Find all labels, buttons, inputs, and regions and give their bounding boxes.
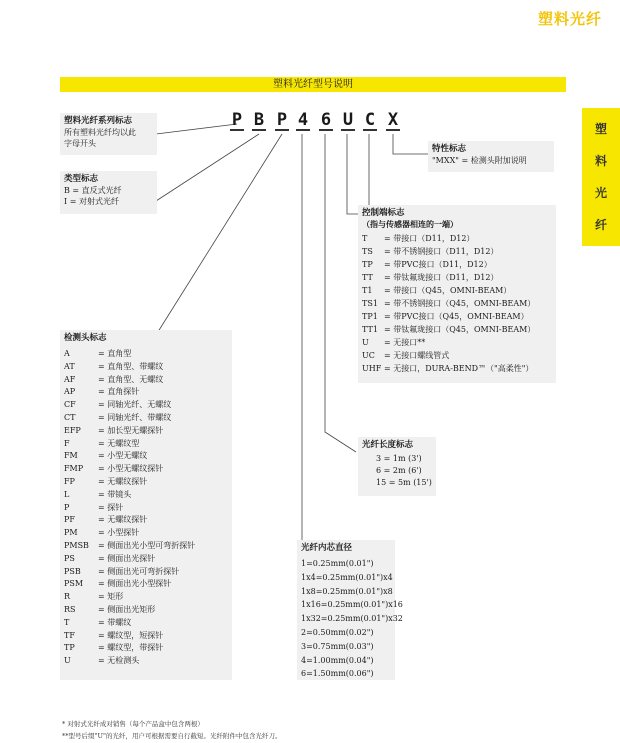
head-mark-item	[64, 412, 228, 425]
connector-control-u	[347, 134, 358, 214]
head-mark-item	[64, 617, 228, 630]
head-mark-item-desc: = 侧面出光小型探针	[98, 579, 172, 589]
core-item: 2=0.50mm(0.02")	[301, 627, 374, 637]
head-mark-item-desc: = 螺纹型，带探针	[98, 643, 164, 653]
special-heading: 特性标志	[432, 144, 467, 154]
head-mark-item-desc: = 探针	[98, 502, 124, 512]
head-mark-item-code: L	[64, 489, 70, 499]
control-list	[362, 232, 552, 375]
head-mark-item-desc: = 侧面出光矩形	[98, 604, 156, 614]
control-item	[362, 271, 552, 284]
head-mark-item-code: P	[64, 502, 70, 512]
head-mark-heading: 检测头标志	[64, 333, 107, 343]
head-mark-item-desc: = 带镜头	[98, 489, 132, 499]
control-item-code: UC	[362, 351, 375, 360]
model-letter: P	[276, 110, 288, 130]
control-item	[362, 310, 552, 323]
head-mark-item	[64, 540, 228, 553]
series-line: 字母开头	[64, 139, 96, 148]
head-mark-item-desc: = 直角探针	[98, 387, 140, 397]
model-letter: U	[342, 110, 354, 130]
head-mark-item	[64, 553, 228, 566]
head-mark-item-code: PM	[64, 528, 78, 538]
head-mark-item-desc: = 直角型、带螺纹	[98, 361, 164, 371]
control-item	[362, 258, 552, 271]
special-line: "MXX" = 检测头附加说明	[432, 156, 527, 165]
head-mark-item-desc: = 小型探针	[98, 528, 140, 538]
head-mark-item	[64, 399, 228, 412]
core-list	[301, 557, 403, 681]
core-item: 6=1.50mm(0.06")	[301, 669, 374, 679]
control-item-desc: = 带不锈钢接口（Q45，OMNI-BEAM）	[384, 299, 536, 308]
control-item-code: TS1	[362, 299, 378, 308]
control-item	[362, 362, 552, 375]
head-mark-item-desc: = 无螺纹型	[98, 438, 140, 448]
model-letter: C	[364, 110, 376, 130]
head-mark-item-desc: = 螺纹型，短探针	[98, 630, 164, 640]
core-item: 1x4=0.25mm(0.01")x4	[301, 572, 393, 582]
special-box	[428, 141, 554, 172]
head-mark-item	[64, 386, 228, 399]
head-mark-item-desc: = 同轴光纤、无螺纹	[98, 400, 172, 410]
head-mark-item-code: PSB	[64, 566, 81, 576]
brand-title: 塑料光纤	[537, 10, 602, 28]
connector-head	[156, 134, 282, 335]
head-mark-item	[64, 514, 228, 527]
model-letter: 6	[320, 110, 332, 130]
head-mark-item-code: T	[64, 617, 70, 627]
head-mark-item	[64, 361, 228, 374]
head-mark-list	[64, 348, 228, 668]
head-mark-item	[64, 578, 228, 591]
head-mark-item	[64, 630, 228, 643]
head-mark-item-desc: = 无检测头	[98, 656, 140, 666]
connector-type	[156, 134, 259, 201]
control-item	[362, 284, 552, 297]
head-mark-item-code: PS	[64, 553, 75, 563]
head-mark-item-code: PSM	[64, 579, 84, 589]
control-item-desc: = 无接口**	[384, 338, 426, 347]
control-item-desc: = 无接口螺线管式	[384, 351, 450, 360]
core-item: 1=0.25mm(0.01")	[301, 559, 374, 568]
head-mark-item-code: TF	[64, 630, 75, 640]
model-letter: B	[253, 110, 265, 130]
control-item-code: TT1	[362, 325, 378, 334]
head-mark-item-code: EFP	[64, 425, 81, 435]
head-mark-item	[64, 527, 228, 540]
core-box	[297, 540, 403, 680]
core-item: 1x16=0.25mm(0.01")x16	[301, 600, 403, 610]
type-line: B = 直反式光纤	[64, 186, 122, 195]
side-tab-char: 料	[594, 154, 607, 168]
head-mark-item-code: TP	[64, 643, 75, 653]
control-item-code: T	[362, 234, 368, 243]
control-item-code: UHF	[362, 364, 382, 373]
side-tab-char: 光	[594, 186, 607, 200]
connector-series	[156, 124, 237, 134]
head-mark-item-desc: = 加长型无螺探针	[98, 425, 164, 435]
length-list	[362, 453, 432, 489]
control-item-desc: = 带接口（Q45，OMNI-BEAM）	[384, 286, 512, 295]
section-title-bar: 塑料光纤型号说明	[60, 77, 566, 92]
head-mark-item	[64, 655, 228, 668]
series-box	[60, 113, 157, 155]
control-item	[362, 245, 552, 258]
head-mark-item-desc: = 小型无螺纹探针	[98, 464, 164, 474]
head-mark-item-desc: = 无螺纹探针	[98, 515, 148, 525]
type-heading: 类型标志	[64, 174, 99, 184]
control-item-code: T1	[362, 286, 373, 295]
head-mark-item-code: AT	[64, 361, 75, 371]
control-item	[362, 336, 552, 349]
head-mark-item-code: F	[64, 438, 70, 448]
core-heading: 光纤内芯直径	[301, 543, 353, 553]
connector-length	[325, 134, 356, 452]
length-item: 15 = 5m (15')	[376, 478, 432, 487]
head-mark-item	[64, 463, 228, 476]
control-item-code: TS	[362, 247, 373, 256]
head-mark-item	[64, 438, 228, 451]
head-mark-item	[64, 566, 228, 579]
head-mark-item	[64, 591, 228, 604]
type-box	[60, 171, 157, 214]
connector-special	[393, 134, 428, 154]
head-mark-item-desc: = 同轴光纤、带螺纹	[98, 412, 172, 422]
head-mark-item-code: CT	[64, 412, 76, 422]
head-mark-item-code: FM	[64, 451, 78, 461]
head-mark-item-desc: = 小型无螺纹	[98, 451, 148, 461]
head-mark-item-desc: = 矩形	[98, 592, 124, 602]
series-heading: 塑料光纤系列标志	[64, 116, 133, 126]
control-item-desc: = 带不锈钢接口（D11，D12）	[384, 247, 499, 256]
model-letter: X	[387, 110, 399, 130]
core-item: 1x8=0.25mm(0.01")x8	[301, 586, 393, 596]
head-mark-item-code: PMSB	[64, 540, 89, 550]
control-item	[362, 297, 552, 310]
head-mark-item	[64, 348, 228, 361]
head-mark-item	[64, 502, 228, 515]
head-mark-item	[64, 450, 228, 463]
head-mark-item-desc: = 无螺纹探针	[98, 476, 148, 486]
head-mark-item-code: U	[64, 656, 71, 666]
footnote: * 对射式光纤成对销售（每个产品盒中包含两根）	[62, 720, 204, 728]
length-heading: 光纤长度标志	[362, 440, 414, 450]
length-item: 6 = 2m (6')	[376, 466, 422, 475]
control-subheading: （指与传感器相连的一端）	[362, 219, 458, 229]
series-line: 所有塑料光纤均以此	[64, 128, 136, 137]
core-item: 1x32=0.25mm(0.01")x32	[301, 614, 403, 624]
head-mark-item-code: RS	[64, 604, 76, 614]
head-mark-item-code: R	[64, 592, 71, 602]
control-heading: 控制端标志	[362, 208, 405, 218]
head-mark-item	[64, 604, 228, 617]
model-letter: 4	[297, 110, 309, 130]
head-mark-item	[64, 642, 228, 655]
control-item-desc: = 带钛氟珑接口（D11，D12）	[384, 273, 499, 282]
head-mark-item-code: FMP	[64, 464, 84, 474]
head-mark-item-code: FP	[64, 476, 75, 486]
head-mark-item-desc: = 带螺纹	[98, 617, 132, 627]
head-mark-item-desc: = 直角型、无螺纹	[98, 374, 164, 384]
control-item-desc: = 带PVC接口（D11，D12）	[384, 260, 492, 269]
control-item-code: TT	[362, 273, 373, 282]
control-item-code: U	[362, 338, 369, 347]
model-letter: P	[231, 110, 243, 130]
head-mark-item-code: AP	[64, 387, 76, 397]
control-item-code: TP1	[362, 312, 378, 321]
control-item-desc: = 带接口（D11，D12）	[384, 234, 475, 243]
footnote: **型号后缀"U"的光纤，用户可根据需要自行截短。光纤附件中包含光纤刀。	[62, 732, 282, 740]
head-mark-item-code: AF	[64, 374, 76, 384]
control-item-desc: = 带PVC接口（Q45，OMNI-BEAM）	[384, 312, 529, 321]
control-item	[362, 232, 552, 245]
head-mark-item-desc: = 侧面出光小型可弯折探针	[98, 540, 196, 550]
control-item-desc: = 带钛氟珑接口（Q45，OMNI-BEAM）	[384, 325, 536, 334]
core-item: 3=0.75mm(0.03")	[301, 641, 374, 651]
head-mark-item-desc: = 直角型	[98, 349, 132, 358]
head-mark-item-code: PF	[64, 515, 75, 525]
core-item: 4=1.00mm(0.04")	[301, 655, 374, 665]
control-item-desc: = 无接口，DURA-BEND™（"高柔性"）	[384, 364, 534, 373]
side-tab-char: 纤	[594, 218, 607, 232]
head-mark-item	[64, 489, 228, 502]
side-tab-char: 塑	[594, 122, 607, 136]
control-box	[358, 205, 556, 383]
head-mark-item	[64, 476, 228, 489]
head-mark-item-code: A	[64, 349, 70, 358]
control-item	[362, 323, 552, 336]
head-mark-item	[64, 425, 228, 438]
head-mark-item-code: CF	[64, 400, 76, 410]
head-mark-item-desc: = 侧面出光探针	[98, 553, 156, 563]
control-item	[362, 349, 552, 362]
type-line: I = 对射式光纤	[64, 197, 119, 206]
length-box	[358, 437, 436, 496]
head-mark-item-desc: = 侧面出光可弯折探针	[98, 566, 180, 576]
head-mark-item	[64, 374, 228, 387]
length-item: 3 = 1m (3')	[376, 454, 422, 463]
head-mark-box	[60, 330, 232, 680]
control-item-code: TP	[362, 260, 373, 269]
